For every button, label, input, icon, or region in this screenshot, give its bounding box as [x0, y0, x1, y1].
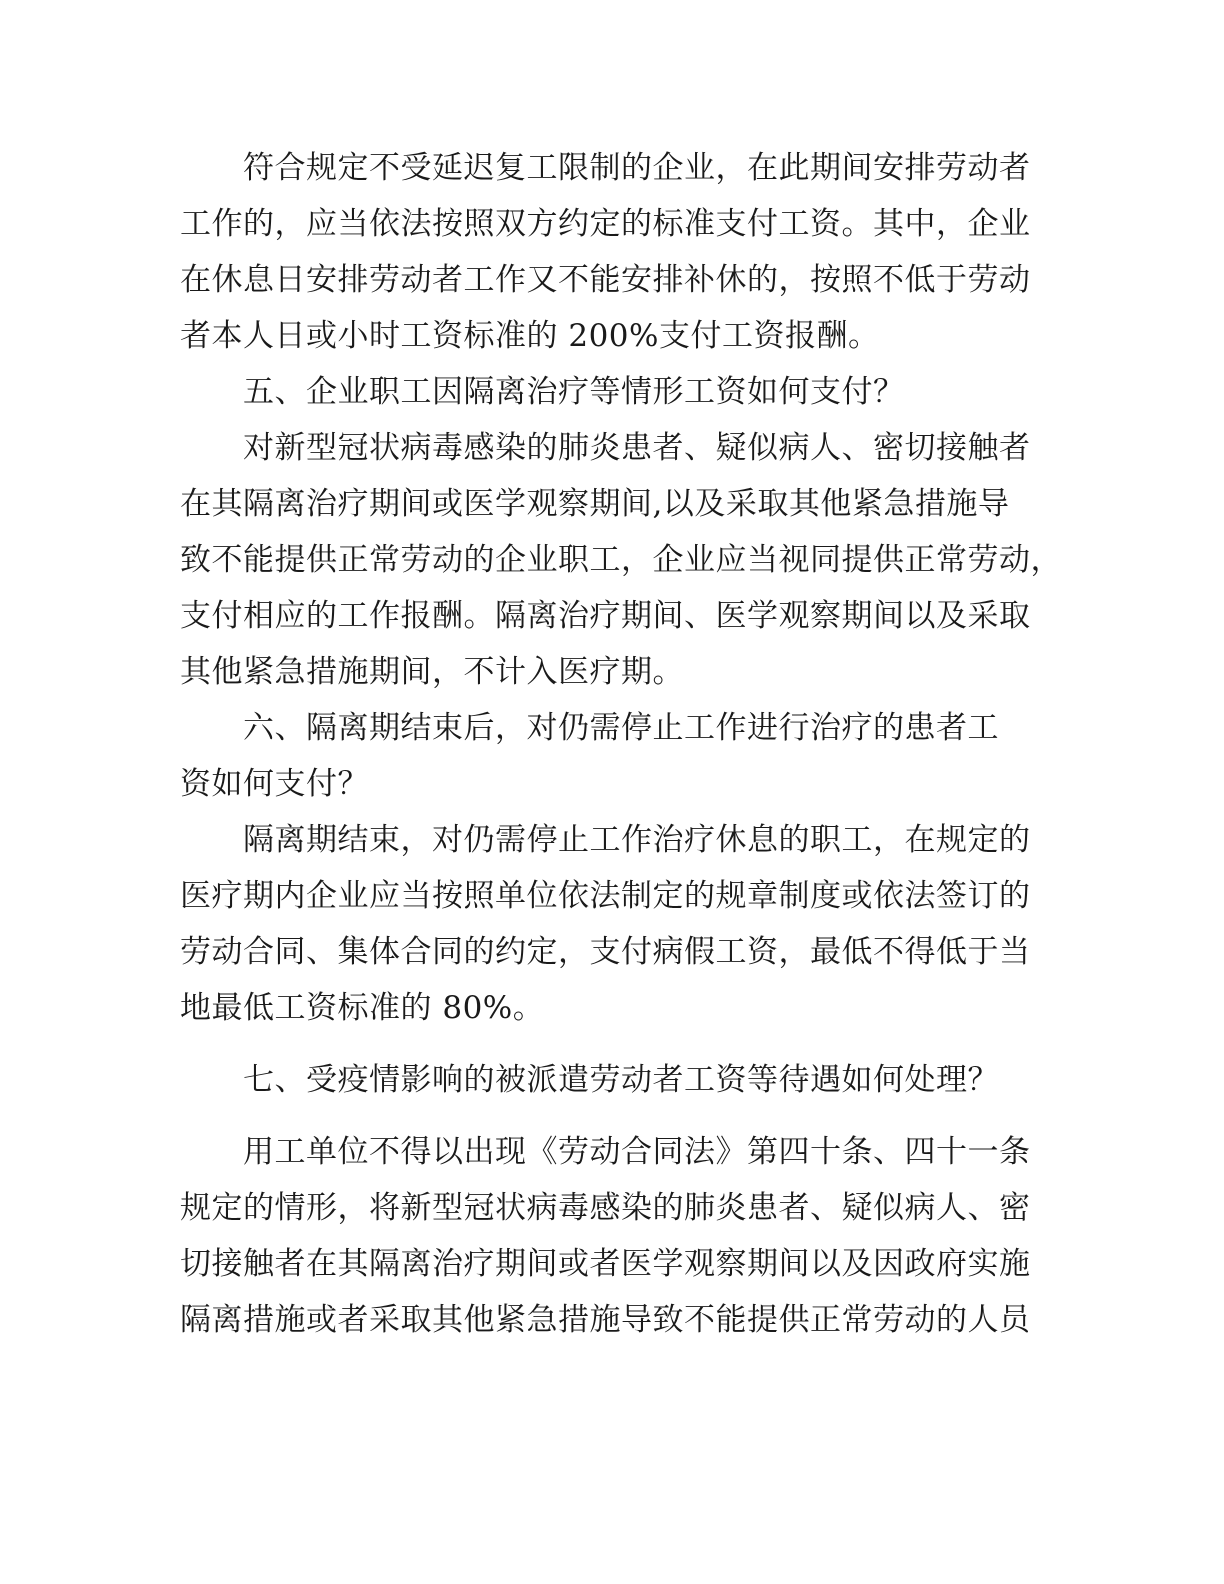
paragraph-line: 医疗期内企业应当按照单位依法制定的规章制度或依法签订的: [180, 878, 1031, 914]
paragraph-line: 用工单位不得以出现《劳动合同法》第四十条、四十一条: [243, 1134, 1031, 1170]
paragraph-line: 规定的情形，将新型冠状病毒感染的肺炎患者、疑似病人、密: [180, 1190, 1031, 1226]
paragraph-line: 切接触者在其隔离治疗期间或者医学观察期间以及因政府实施: [180, 1246, 1031, 1282]
paragraph-line: 在休息日安排劳动者工作又不能安排补休的，按照不低于劳动: [180, 262, 1031, 298]
paragraph-line: 其他紧急措施期间，不计入医疗期。: [180, 654, 684, 690]
section-heading: 七、受疫情影响的被派遣劳动者工资等待遇如何处理？: [243, 1062, 999, 1098]
section-heading: 资如何支付？: [180, 766, 369, 802]
paragraph-line: 对新型冠状病毒感染的肺炎患者、疑似病人、密切接触者: [243, 430, 1031, 466]
paragraph-line: 支付相应的工作报酬。隔离治疗期间、医学观察期间以及采取: [180, 598, 1031, 634]
section-heading: 六、隔离期结束后，对仍需停止工作进行治疗的患者工: [243, 710, 999, 746]
paragraph-line: 隔离措施或者采取其他紧急措施导致不能提供正常劳动的人员: [180, 1302, 1031, 1338]
paragraph-line: 在其隔离治疗期间或医学观察期间,以及采取其他紧急措施导: [180, 486, 1010, 522]
paragraph-line: 符合规定不受延迟复工限制的企业，在此期间安排劳动者: [243, 150, 1031, 186]
paragraph-line: 隔离期结束，对仍需停止工作治疗休息的职工，在规定的: [243, 822, 1031, 858]
paragraph-line: 者本人日或小时工资标准的 200%支付工资报酬。: [180, 318, 880, 354]
section-heading: 五、企业职工因隔离治疗等情形工资如何支付？: [243, 374, 905, 410]
paragraph-line: 劳动合同、集体合同的约定，支付病假工资，最低不得低于当: [180, 934, 1031, 970]
paragraph-line: 地最低工资标准的 80%。: [180, 990, 545, 1026]
paragraph-line: 致不能提供正常劳动的企业职工，企业应当视同提供正常劳动，: [180, 542, 1062, 578]
paragraph-line: 工作的，应当依法按照双方约定的标准支付工资。其中，企业: [180, 206, 1031, 242]
